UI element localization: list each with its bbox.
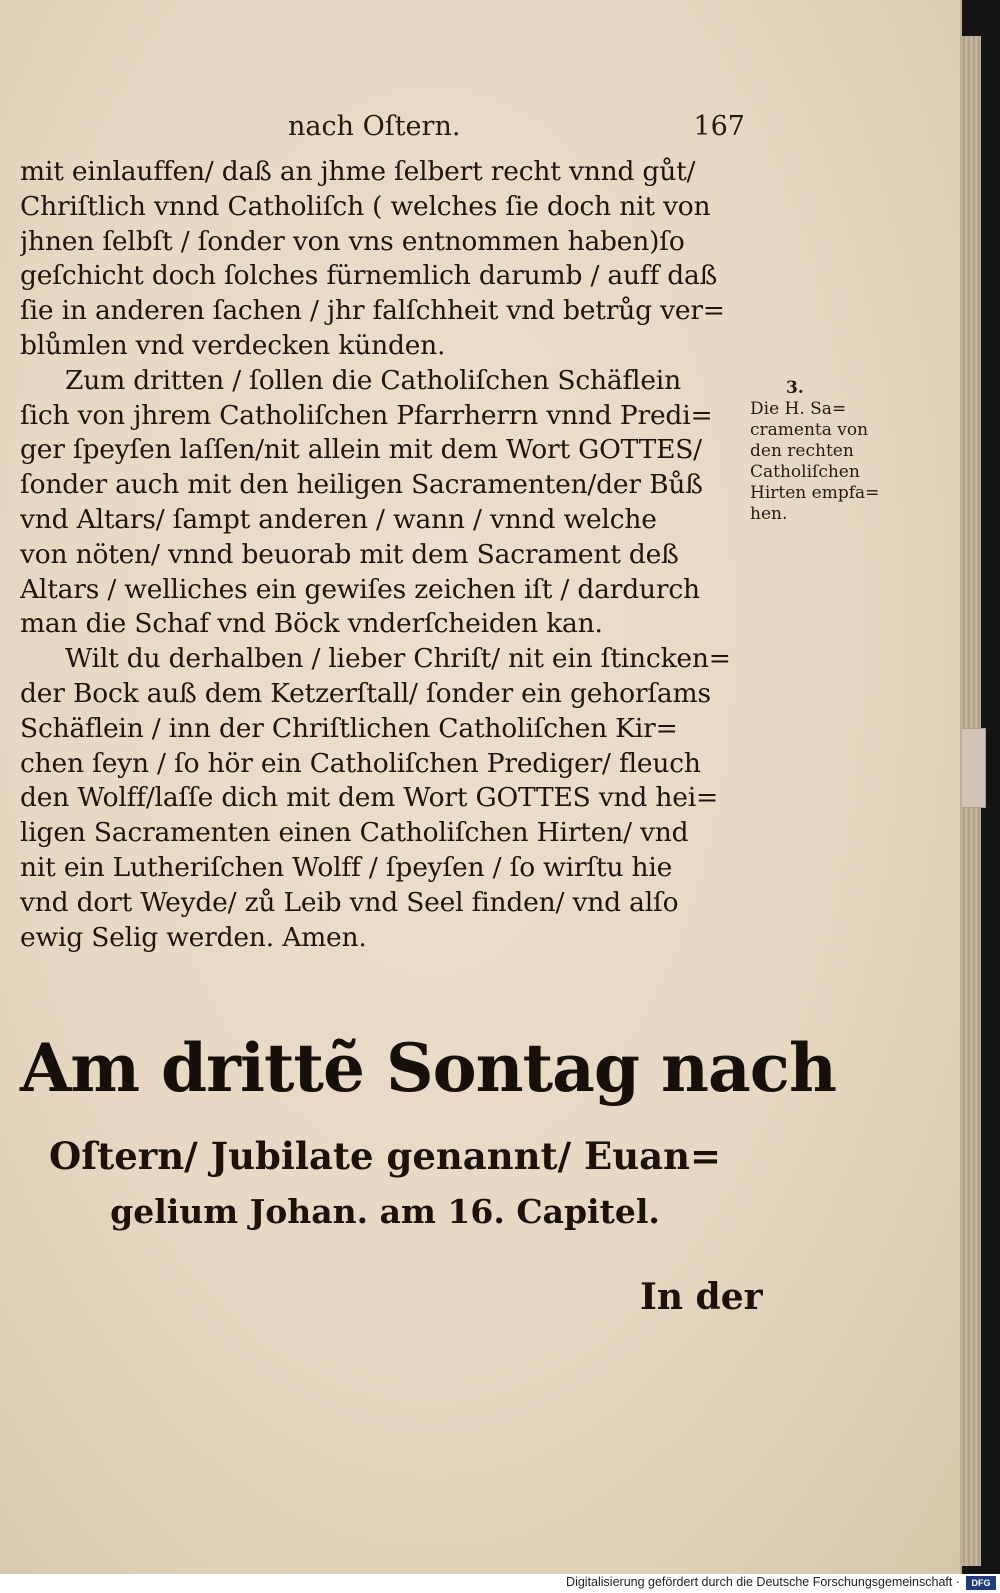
text-line: Altars / welliches ein gewiſes zeichen iſt / dardurch	[20, 573, 700, 605]
running-title: nach Oſtern.	[288, 111, 461, 142]
text-line: geſchicht doch ſolches fürnemlich darumb / auff daß	[20, 260, 718, 292]
text-line: Schäflein / inn der Chriſtlichen Catholiſchen Kir=	[20, 712, 678, 744]
text-line: ewig Selig werden. Amen.	[20, 921, 367, 953]
marginal-note-line: den rechten	[750, 441, 854, 461]
text-line: vnd Altars/ ſampt anderen / wann / vnnd welche	[20, 503, 657, 535]
text-line: mit einlauffen/ daß an jhme ſelbert recht vnnd gůt/	[20, 156, 696, 187]
section-subheading: gelium Johan. am 16. Capitel.	[110, 1192, 660, 1231]
text-line: der Bock auß dem Ketzerſtall/ ſonder ein gehorſams	[20, 677, 711, 709]
text-line: ſie in anderen ſachen / jhr falſchheit vnd betrůg ver=	[20, 295, 725, 327]
body-text	[20, 155, 740, 955]
text-line: ger ſpeyſen laſſen/nit allein mit dem Wort GOTTES/	[20, 434, 702, 466]
marginal-note-line: Catholiſchen	[750, 462, 860, 482]
dfg-logo-icon: DFG	[966, 1576, 996, 1590]
text-line: den Wolff/laſſe dich mit dem Wort GOTTES vnd hei=	[20, 782, 719, 814]
text-line: Chriſtlich vnnd Catholiſch ( welches ſie doch nit von	[20, 190, 711, 222]
text-line: jhnen ſelbſt / ſonder von vns entnommen haben)ſo	[20, 225, 685, 257]
text-line: vnd dort Weyde/ zů Leib vnd Seel finden/ vnd alſo	[20, 886, 679, 918]
catchword: In der	[640, 1276, 763, 1318]
text-line: ligen Sacramenten einen Catholiſchen Hirten/ vnd	[20, 817, 689, 849]
marginal-note-line: Die H. Sa=	[750, 399, 847, 419]
text-line: blůmlen vnd verdecken künden.	[20, 329, 446, 361]
footer-bar	[0, 1574, 1000, 1593]
text-line: nit ein Lutheriſchen Wolff / ſpeyſen / ſo wirſtu hie	[20, 851, 673, 883]
running-head	[20, 111, 745, 151]
marginal-note-line: Hirten empfa=	[750, 483, 880, 503]
footer-credit: Digitalisierung gefördert durch die Deutsche Forschungsgemeinschaft ·	[566, 1575, 960, 1589]
text-line: Zum dritten / ſollen die Catholiſchen Schäflein	[65, 364, 681, 396]
text-line: von nöten/ vnnd beuorab mit dem Sacrament deß	[20, 538, 679, 570]
text-line: Wilt du derhalben / lieber Chriſt/ nit ein ſtincken=	[65, 643, 731, 675]
text-line: man die Schaf vnd Böck vnderſcheiden kan.	[20, 608, 603, 640]
text-line: ſonder auch mit den heiligen Sacramenten/der Bůß	[20, 469, 703, 501]
section-heading: Am drittẽ Sontag nach	[20, 1029, 836, 1107]
marginal-note	[750, 378, 900, 525]
text-line: ſich von jhrem Catholiſchen Pfarrherrn vnnd Predi=	[20, 399, 713, 431]
marginal-note-number: 3.	[786, 378, 804, 398]
marginal-note-line: cramenta von	[750, 420, 869, 440]
page-number: 167	[693, 111, 745, 142]
marginal-note-line: hen.	[750, 504, 788, 524]
text-line: chen ſeyn / ſo hör ein Catholiſchen Prediger/ fleuch	[20, 747, 701, 779]
section-subheading: Oſtern/ Jubilate genannt/ Euan=	[49, 1134, 721, 1178]
